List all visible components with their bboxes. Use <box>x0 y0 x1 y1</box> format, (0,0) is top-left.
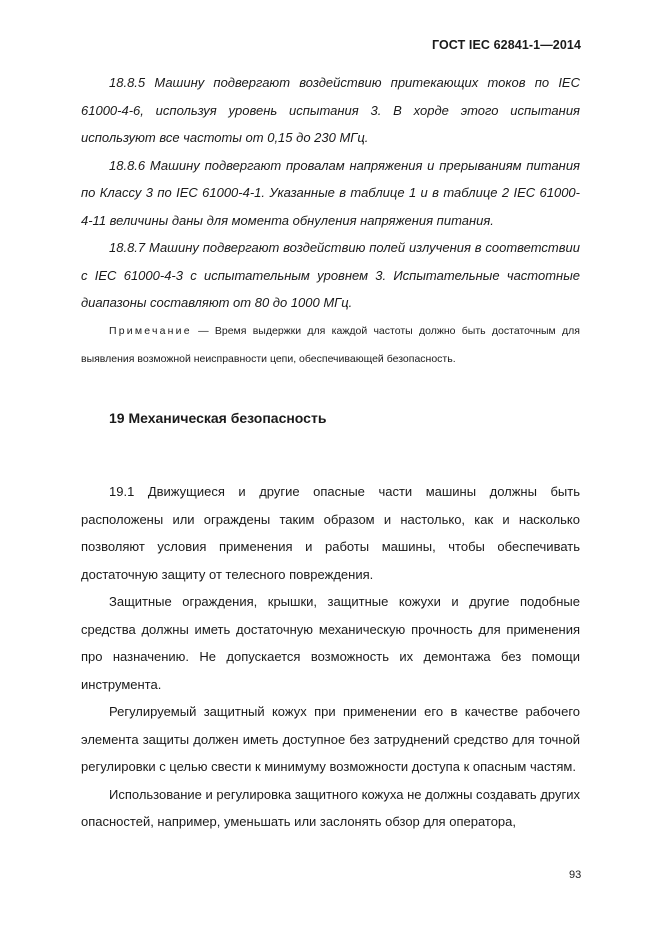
document-header: ГОСТ IEC 62841-1—2014 <box>431 38 581 52</box>
paragraph-guards: Защитные ограждения, крышки, защитные кожухи и другие подобные средства должны иметь достаточную механическую прочность для применения про назначению. Не допускается возможность их демонтажа без помощи инструмента. <box>81 594 580 692</box>
section-heading: 19 Механическая безопасность <box>109 410 327 426</box>
paragraph-18-8-6: 18.8.6 Машину подвергают провалам напряжения и прерываниям питания по Классу 3 по IEC 61000-4-1. Указанные в таблице 1 и в таблице 2 IEC 61000-4-11 величины даны для момента обнуления напряжения питания. <box>81 157 580 228</box>
section-18-text <box>81 69 580 373</box>
note-label: Примечание <box>109 324 192 337</box>
paragraph-18-8-5: 18.8.5 Машину подвергают воздействию притекающих токов по IEC 61000-4-6, используя уровень испытания 3. В хорде этого испытания используют все частоты от 0,15 до 230 МГц. <box>81 75 580 145</box>
paragraph-18-8-7: 18.8.7 Машину подвергают воздействию полей излучения в соответствии с IEC 61000-4-3 с испытательным уровнем 3. Испытательные частотные диапазоны составляют от 80 до 1000 МГц. <box>81 240 580 310</box>
page-number: 93 <box>569 869 582 881</box>
paragraph-guard-usage: Использование и регулировка защитного кожуха не должны создавать других опасностей, например, уменьшать или заслонять обзор для оператора, <box>81 786 580 829</box>
section-19-text <box>81 478 580 836</box>
note-text: — Время выдержки для каждой частоты должно быть достаточным для выявления возможной неисправности цепи, обеспечивающей безопасность. <box>81 324 580 365</box>
paragraph-19-1: 19.1 Движущиеся и другие опасные части машины должны быть расположены или ограждены таким образом и настолько, как и насколько позволяют условия применения и работы машины, чтобы обеспечивать достаточную защиту от телесного повреждения. <box>81 484 580 582</box>
note-paragraph <box>81 317 580 373</box>
paragraph-adjustable-guard: Регулируемый защитный кожух при применении его в качестве рабочего элемента защиты должен иметь доступное без затруднений средство для точной регулировки с целью свести к минимуму возможности доступа к опасным частям. <box>81 704 580 774</box>
